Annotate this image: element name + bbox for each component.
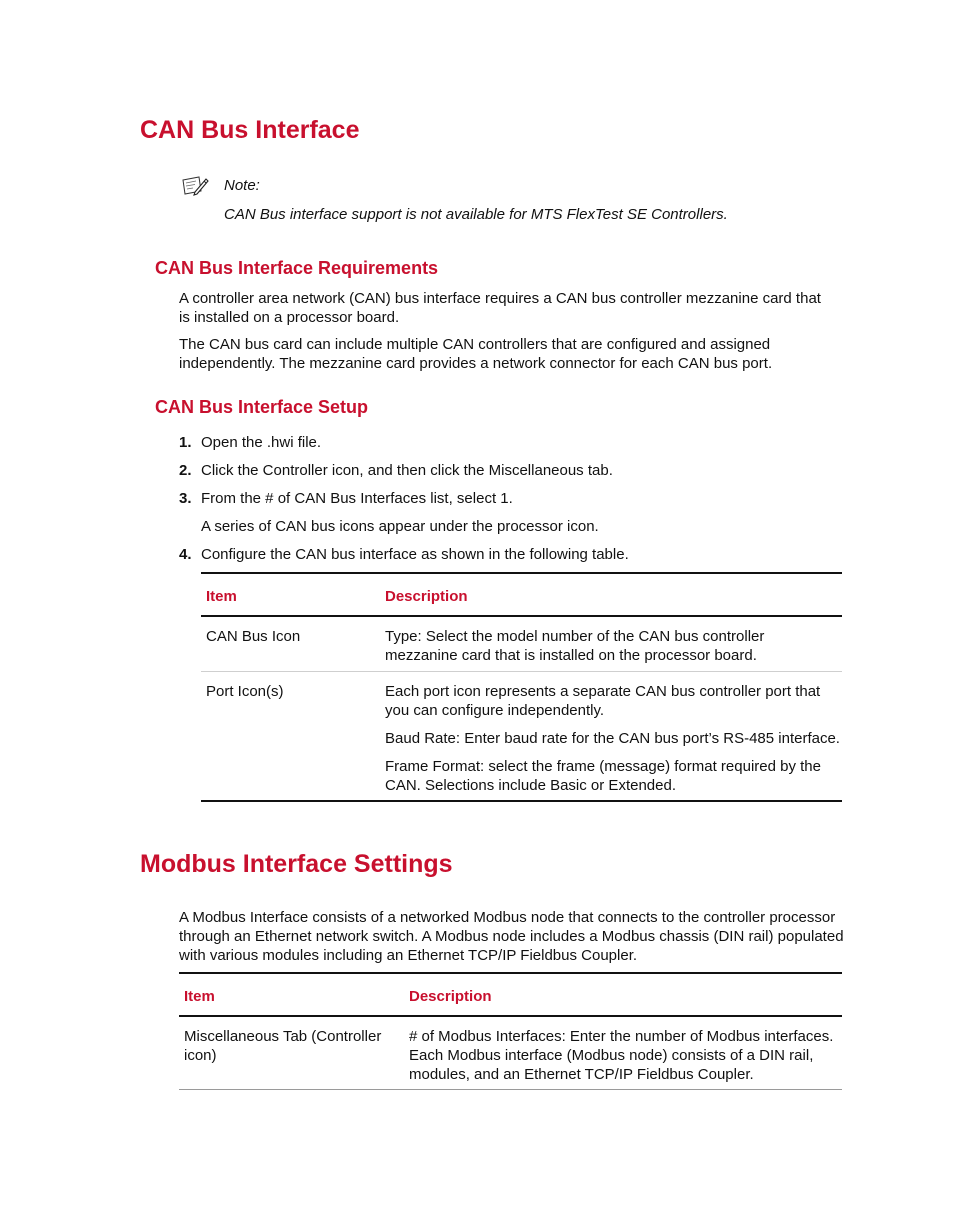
text-line: A controller area network (CAN) bus interface requires a CAN bus controller mezzanine card that <box>179 290 821 307</box>
text-line: with various modules including an Ethernet TCP/IP Fieldbus Coupler. <box>179 947 638 964</box>
note-text: CAN Bus interface support is not available for MTS FlexTest SE Controllers. <box>224 206 728 223</box>
step-number: 3. <box>179 490 192 507</box>
table-cell-description-frame <box>385 757 821 795</box>
table-header-rule <box>201 615 842 617</box>
step-text: Open the .hwi file. <box>201 434 322 451</box>
step-text: From the # of CAN Bus Interfaces list, select 1. <box>201 490 513 507</box>
table-cell-item: CAN Bus Icon <box>206 628 301 645</box>
table-cell-description-baud <box>385 729 840 748</box>
text-line: you can configure independently. <box>385 702 605 719</box>
table-cell-description <box>385 627 764 665</box>
text-line: A Modbus Interface consists of a networked Modbus node that connects to the controller processor <box>179 909 836 926</box>
modbus-table-cell-description <box>409 1027 833 1084</box>
step-item <box>179 461 859 480</box>
text-line: Each port icon represents a separate CAN bus controller port that <box>385 683 821 700</box>
requirements-paragraph-2 <box>179 335 772 373</box>
step-text: Click the Controller icon, and then click the Miscellaneous tab. <box>201 462 613 479</box>
modbus-table-cell-item <box>184 1027 381 1065</box>
modbus-table-header-description: Description <box>409 988 492 1005</box>
step-number: 1. <box>179 434 192 451</box>
text-line: mezzanine card that is installed on the processor board. <box>385 647 757 664</box>
table-row-divider <box>201 671 842 672</box>
table-bottom-rule <box>201 800 842 802</box>
table-cell-item: Port Icon(s) <box>206 683 284 700</box>
requirements-paragraph-1 <box>179 289 821 327</box>
step-number: 2. <box>179 462 192 479</box>
text-line: icon) <box>184 1047 217 1064</box>
text-line: Each Modbus interface (Modbus node) consists of a DIN rail, <box>409 1047 814 1064</box>
step-number: 4. <box>179 546 192 563</box>
text-line: CAN. Selections include Basic or Extended. <box>385 777 676 794</box>
page-title-modbus: Modbus Interface Settings <box>140 850 453 878</box>
table-header-description: Description <box>385 588 468 605</box>
modbus-table-bottom-rule <box>179 1089 842 1090</box>
modbus-intro-paragraph <box>179 908 844 965</box>
note-label: Note: <box>224 177 260 194</box>
modbus-table-top-rule <box>179 972 842 974</box>
text-line: Type: Select the model number of the CAN bus controller <box>385 628 765 645</box>
modbus-table-header-rule <box>179 1015 842 1017</box>
text-line: # of Modbus Interfaces: Enter the number of Modbus interfaces. <box>409 1028 834 1045</box>
step-item <box>179 433 859 452</box>
modbus-table-header-item: Item <box>184 988 215 1005</box>
heading-can-requirements: CAN Bus Interface Requirements <box>155 258 439 278</box>
text-line: Frame Format: select the frame (message) format required by the <box>385 758 821 775</box>
step-3-followup: A series of CAN bus icons appear under the processor icon. <box>201 518 599 535</box>
text-line: is installed on a processor board. <box>179 309 400 326</box>
page-title-can-bus: CAN Bus Interface <box>140 116 360 144</box>
step-text: Configure the CAN bus interface as shown in the following table. <box>201 546 629 563</box>
table-header-item: Item <box>206 588 237 605</box>
text-line: Baud Rate: Enter baud rate for the CAN bus port’s RS-485 interface. <box>385 730 840 747</box>
step-item <box>179 489 859 508</box>
text-line: The CAN bus card can include multiple CAN controllers that are configured and assigned <box>179 336 771 353</box>
step-item <box>179 545 859 564</box>
text-line: through an Ethernet network switch. A Modbus node includes a Modbus chassis (DIN rail) populated <box>179 928 844 945</box>
heading-can-setup: CAN Bus Interface Setup <box>155 397 369 417</box>
table-cell-description <box>385 682 820 720</box>
table-top-rule <box>201 572 842 574</box>
note-pencil-icon <box>181 174 209 198</box>
text-line: modules, and an Ethernet TCP/IP Fieldbus Coupler. <box>409 1066 754 1083</box>
text-line: independently. The mezzanine card provides a network connector for each CAN bus port. <box>179 355 773 372</box>
text-line: Miscellaneous Tab (Controller <box>184 1028 382 1045</box>
